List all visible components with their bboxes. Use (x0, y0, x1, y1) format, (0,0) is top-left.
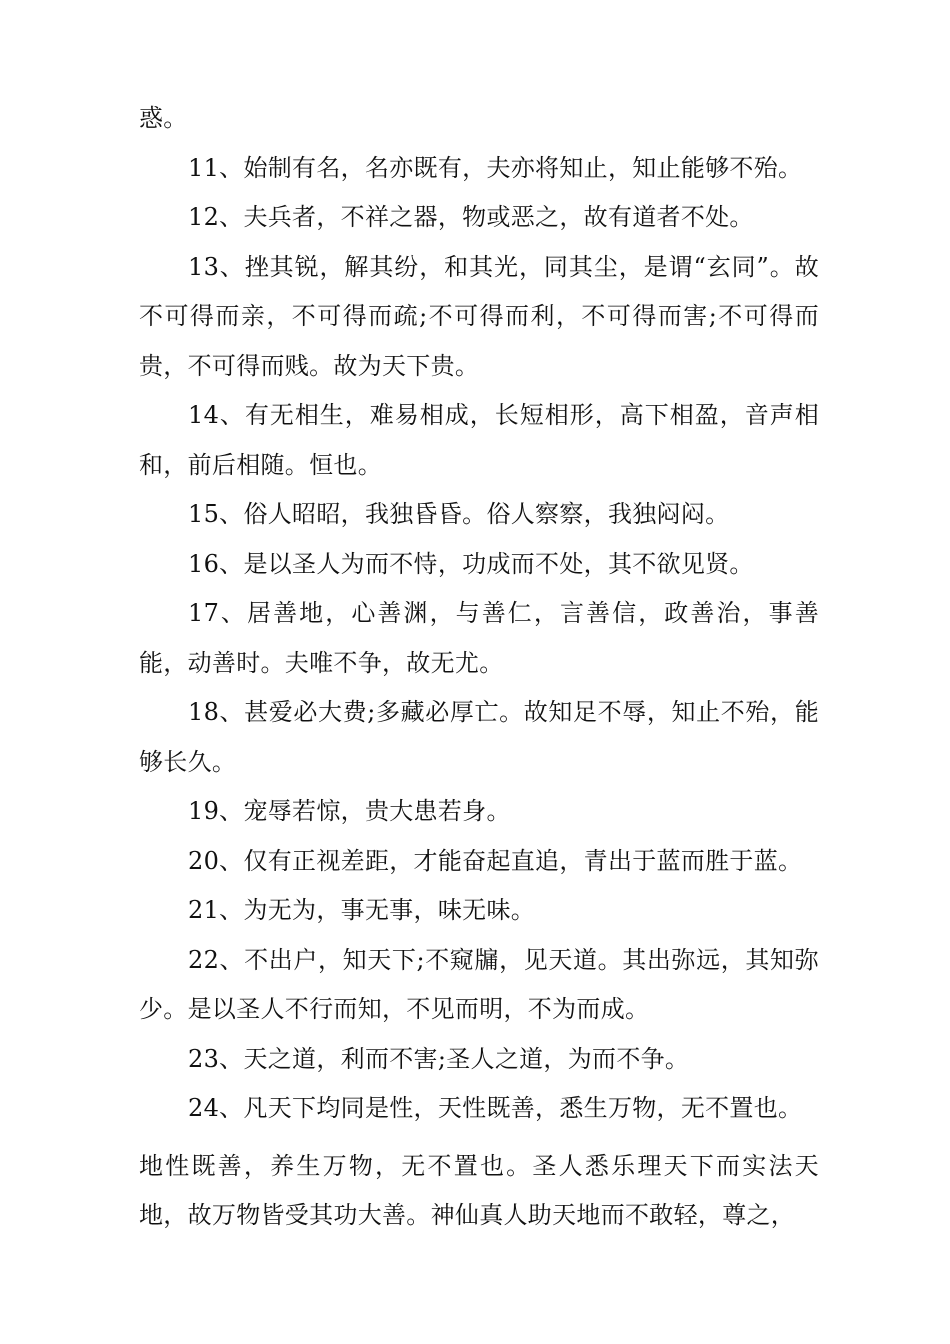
paragraph-14: 14、有无相生，难易相成，长短相形，高下相盈，音声相和，前后相随。恒也。 (139, 401, 819, 479)
paragraph-23: 23、天之道，利而不害;圣人之道，为而不争。 (188, 1044, 690, 1073)
document-body (139, 94, 819, 1241)
paragraph-11: 11、始制有名，名亦既有，夫亦将知止，知止能够不殆。 (188, 153, 803, 182)
paragraph-22: 22、不出户，知天下;不窥牖，见天道。其出弥远，其知弥少。是以圣人不行而知，不见而明，不为而成。 (139, 945, 819, 1023)
paragraph-19: 19、宠辱若惊，贵大患若身。 (188, 797, 511, 825)
paragraph-21: 21、为无为，事无事，味无味。 (188, 896, 536, 924)
paragraph-15: 15、俗人昭昭，我独昏昏。俗人察察，我独闷闷。 (188, 500, 730, 528)
paragraph-13: 13、挫其锐，解其纷，和其光，同其尘，是谓“玄同”。故不可得而亲，不可得而疏;不可得而利，不可得而害;不可得而贵，不可得而贱。故为天下贵。 (139, 252, 819, 380)
paragraph-continuation-end: 地性既善，养生万物，无不置也。圣人悉乐理天下而实法天地，故万物皆受其功大善。神仙真人助天地而不敢轻，尊之， (139, 1151, 819, 1229)
paragraph-17: 17、居善地，心善渊，与善仁，言善信，政善治，事善能，动善时。夫唯不争，故无尤。 (139, 599, 819, 677)
paragraph-24: 24、凡天下均同是性，天性既善，悉生万物，无不置也。 (188, 1094, 803, 1122)
paragraph-12: 12、夫兵者，不祥之器，物或恶之，故有道者不处。 (188, 203, 754, 231)
paragraph-continuation: 惑。 (139, 104, 188, 132)
paragraph-18: 18、甚爱必大费;多藏必厚亡。故知足不辱，知止不殆，能够长久。 (139, 698, 819, 776)
paragraph-20: 20、仅有正视差距，才能奋起直追，青出于蓝而胜于蓝。 (188, 846, 803, 875)
paragraph-16: 16、是以圣人为而不恃，功成而不处，其不欲见贤。 (188, 549, 754, 578)
